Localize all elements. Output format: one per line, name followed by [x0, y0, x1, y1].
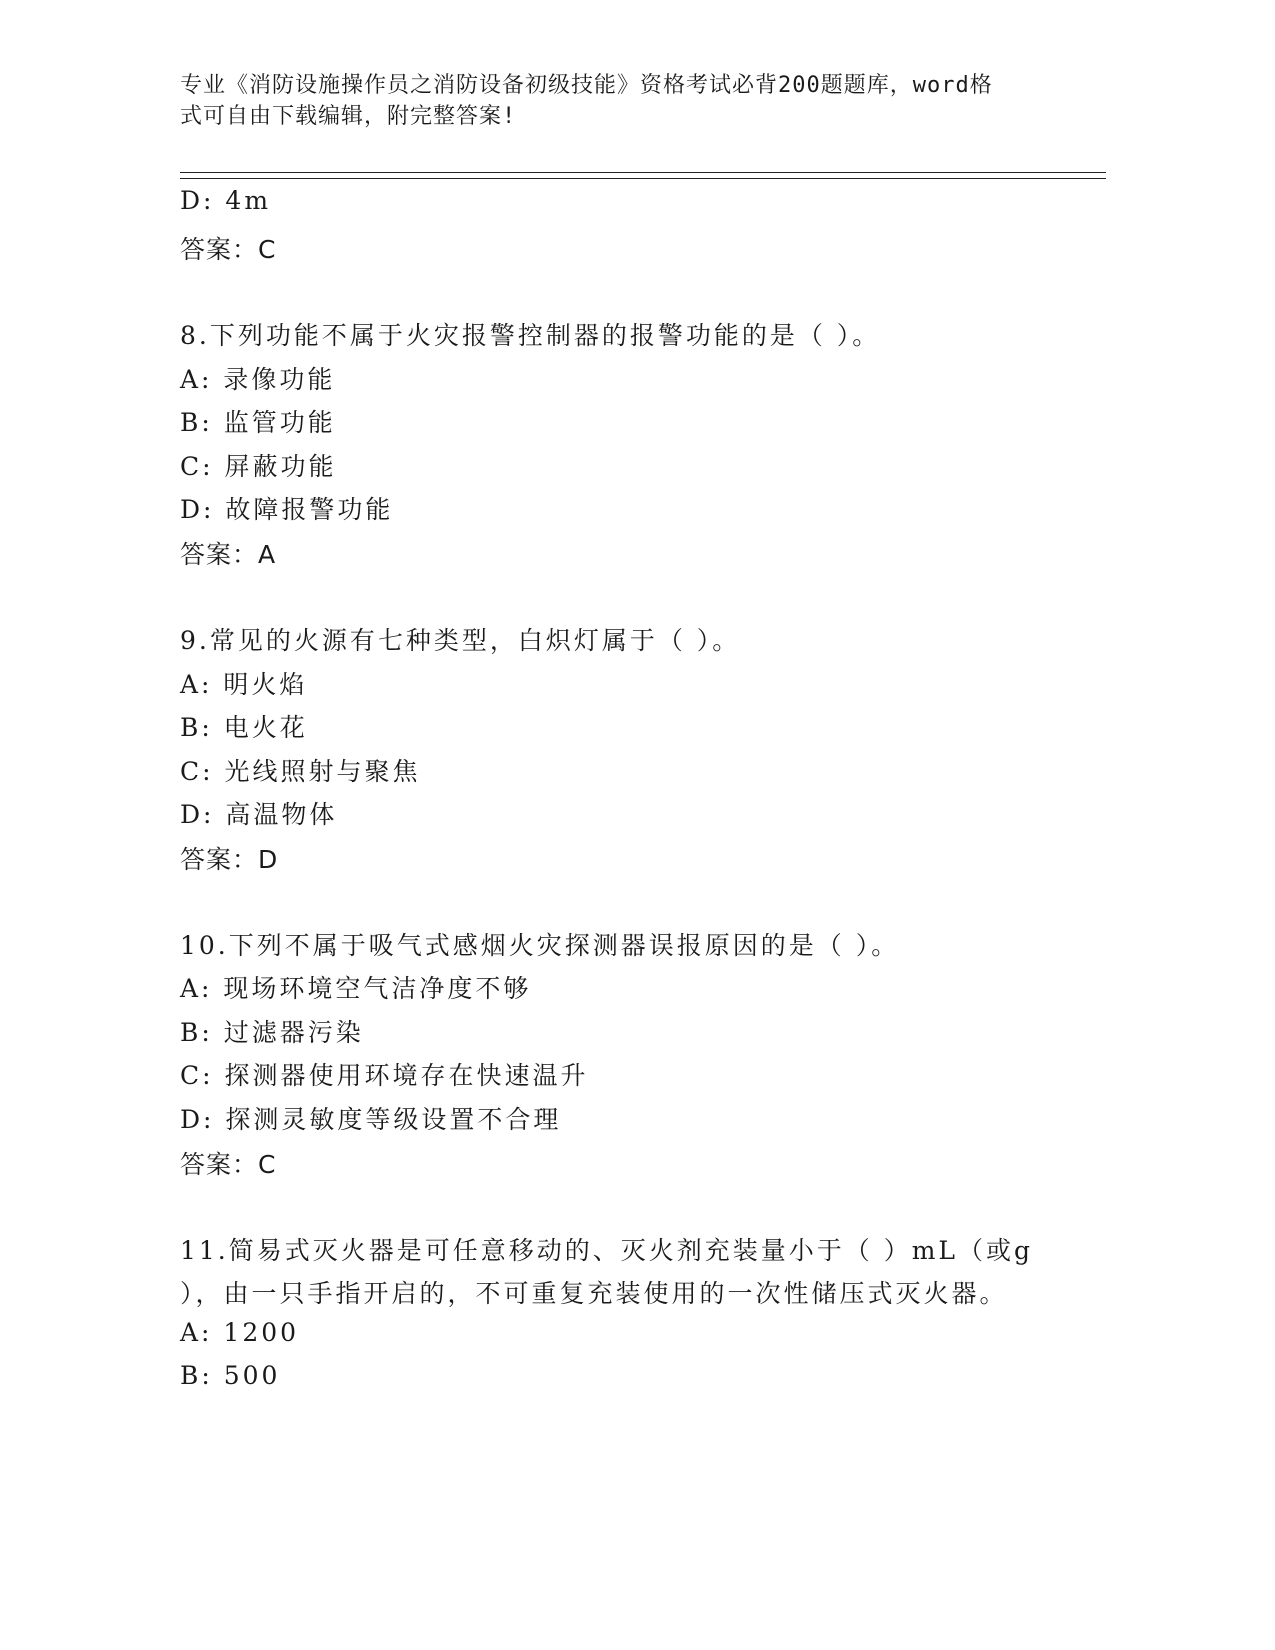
question-stem: 9.常见的火源有七种类型，白炽灯属于（ ）。	[180, 626, 741, 655]
option-a: A: 录像功能	[180, 365, 336, 394]
option-b: B: 监管功能	[180, 408, 336, 437]
header-title-line-1: 专业《消防设施操作员之消防设备初级技能》资格考试必背200题题库，word格	[180, 73, 993, 98]
question-stem: 8.下列功能不属于火灾报警控制器的报警功能的是（ ）。	[180, 321, 881, 350]
option-b: B: 500	[180, 1361, 281, 1390]
document-header	[180, 70, 1040, 132]
answer-line: 答案：A	[180, 540, 277, 569]
question-stem-line-1: 11.简易式灭火器是可任意移动的、灭火剂充装量小于（ ）mL（或g	[180, 1236, 1034, 1265]
answer-line: 答案：D	[180, 845, 279, 874]
option-b: B: 过滤器污染	[180, 1018, 364, 1047]
option-d: D: 探测灵敏度等级设置不合理	[180, 1105, 562, 1134]
header-divider-top	[180, 172, 1106, 173]
option-d: D: 4m	[180, 186, 272, 215]
answer-line: 答案：C	[180, 1150, 277, 1179]
option-d: D: 故障报警功能	[180, 495, 394, 524]
question-stem: 10.下列不属于吸气式感烟火灾探测器误报原因的是（ ）。	[180, 931, 900, 960]
option-d: D: 高温物体	[180, 800, 338, 829]
answer-line: 答案：C	[180, 235, 277, 264]
option-c: C: 光线照射与聚焦	[180, 757, 421, 786]
header-title-line-2: 式可自由下载编辑，附完整答案!	[180, 104, 517, 129]
option-a: A: 明火焰	[180, 670, 308, 699]
question-stem-line-2: ），由一只手指开启的，不可重复充装使用的一次性储压式灭火器。	[180, 1279, 1008, 1308]
option-a: A: 1200	[180, 1318, 300, 1347]
option-a: A: 现场环境空气洁净度不够	[180, 974, 532, 1003]
option-c: C: 屏蔽功能	[180, 452, 337, 481]
option-b: B: 电火花	[180, 713, 308, 742]
option-c: C: 探测器使用环境存在快速温升	[180, 1061, 589, 1090]
header-divider-bottom	[180, 178, 1106, 179]
